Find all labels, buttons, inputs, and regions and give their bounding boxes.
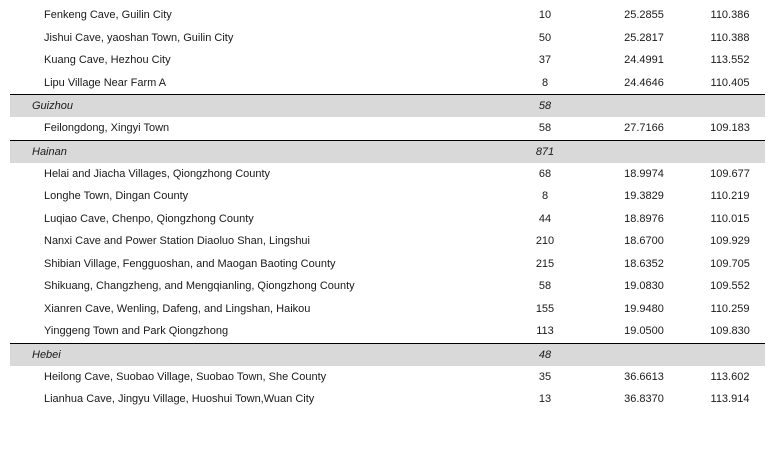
province-count: 58 [538, 100, 552, 112]
count-cell: 35 [538, 370, 552, 383]
longitude-cell: 110.405 [710, 76, 750, 89]
longitude-cell: 109.705 [710, 257, 750, 270]
province-count: 48 [538, 348, 552, 361]
count-cell: 58 [538, 122, 552, 134]
province-name: Hainan [32, 145, 67, 158]
latitude-cell: 27.7166 [624, 122, 664, 134]
site-name: Heilong Cave, Suobao Village, Suobao Town, She County [44, 370, 327, 383]
latitude-cell: 24.4646 [624, 76, 664, 89]
table-row [10, 49, 765, 72]
latitude-cell: 36.6613 [624, 370, 664, 383]
longitude-cell: 110.386 [710, 9, 750, 21]
table-row [10, 320, 765, 343]
site-name: Xianren Cave, Wenling, Dafeng, and Lingshan, Haikou [44, 302, 311, 315]
latitude-cell: 18.8976 [624, 212, 664, 225]
longitude-cell: 109.677 [710, 167, 750, 180]
data-table [10, 4, 765, 411]
province-group-row [10, 140, 765, 163]
count-cell: 10 [538, 9, 552, 21]
site-name: Longhe Town, Dingan County [44, 190, 189, 202]
count-cell: 155 [535, 302, 555, 315]
table-row [10, 27, 765, 50]
table-row [10, 163, 765, 186]
province-name: Guizhou [32, 100, 73, 112]
longitude-cell: 110.388 [710, 31, 750, 44]
site-name: Yinggeng Town and Park Qiongzhong [44, 325, 229, 337]
province-group-row [10, 94, 765, 117]
count-cell: 113 [536, 325, 554, 337]
site-name: Lianhua Cave, Jingyu Village, Huoshui Town,Wuan City [44, 393, 315, 405]
site-name: Fenkeng Cave, Guilin City [44, 9, 172, 21]
latitude-cell: 24.4991 [624, 54, 664, 66]
longitude-cell: 109.183 [710, 122, 750, 134]
longitude-cell: 110.259 [710, 302, 750, 315]
table-row [10, 388, 765, 411]
table-row [10, 275, 765, 298]
latitude-cell: 18.6352 [624, 257, 664, 270]
latitude-cell: 18.9974 [624, 167, 664, 180]
site-name: Feilongdong, Xingyi Town [44, 122, 170, 134]
table-row [10, 208, 765, 231]
latitude-cell: 19.0830 [624, 280, 664, 292]
latitude-cell: 25.2817 [624, 31, 664, 44]
table-row [10, 117, 765, 140]
longitude-cell: 109.929 [710, 235, 750, 247]
count-cell: 50 [538, 31, 552, 44]
table-row [10, 366, 765, 389]
count-cell: 210 [535, 235, 555, 247]
province-count: 871 [535, 145, 555, 158]
longitude-cell: 110.219 [710, 190, 750, 202]
site-name: Kuang Cave, Hezhou City [44, 54, 171, 66]
longitude-cell: 113.602 [710, 370, 750, 383]
province-name: Hebei [32, 348, 61, 361]
longitude-cell: 109.552 [710, 280, 750, 292]
latitude-cell: 18.6700 [624, 235, 664, 247]
longitude-cell: 109.830 [710, 325, 750, 337]
table-row [10, 298, 765, 321]
count-cell: 8 [541, 190, 549, 202]
site-name: Shibian Village, Fengguoshan, and Maogan Baoting County [44, 257, 336, 270]
site-name: Luqiao Cave, Chenpo, Qiongzhong County [44, 212, 254, 225]
latitude-cell: 19.9480 [624, 302, 664, 315]
site-name: Shikuang, Changzheng, and Mengqianling, Qiongzhong County [44, 280, 355, 292]
latitude-cell: 19.3829 [624, 190, 664, 202]
count-cell: 68 [538, 167, 552, 180]
table-row [10, 253, 765, 276]
site-name: Jishui Cave, yaoshan Town, Guilin City [44, 31, 234, 44]
longitude-cell: 110.015 [710, 212, 750, 225]
site-name: Helai and Jiacha Villages, Qiongzhong County [44, 167, 271, 180]
site-name: Nanxi Cave and Power Station Diaoluo Shan, Lingshui [44, 235, 310, 247]
longitude-cell: 113.552 [710, 54, 750, 66]
latitude-cell: 19.0500 [624, 325, 664, 337]
table-row [10, 72, 765, 95]
count-cell: 58 [538, 280, 552, 292]
latitude-cell: 36.8370 [624, 393, 664, 405]
count-cell: 44 [538, 212, 552, 225]
count-cell: 8 [541, 76, 549, 89]
count-cell: 215 [535, 257, 555, 270]
table-row [10, 185, 765, 208]
province-group-row [10, 343, 765, 366]
longitude-cell: 113.914 [710, 393, 750, 405]
latitude-cell: 25.2855 [624, 9, 664, 21]
count-cell: 37 [538, 54, 552, 66]
table-row [10, 230, 765, 253]
site-name: Lipu Village Near Farm A [44, 76, 167, 89]
count-cell: 13 [538, 393, 552, 405]
table-row [10, 4, 765, 27]
